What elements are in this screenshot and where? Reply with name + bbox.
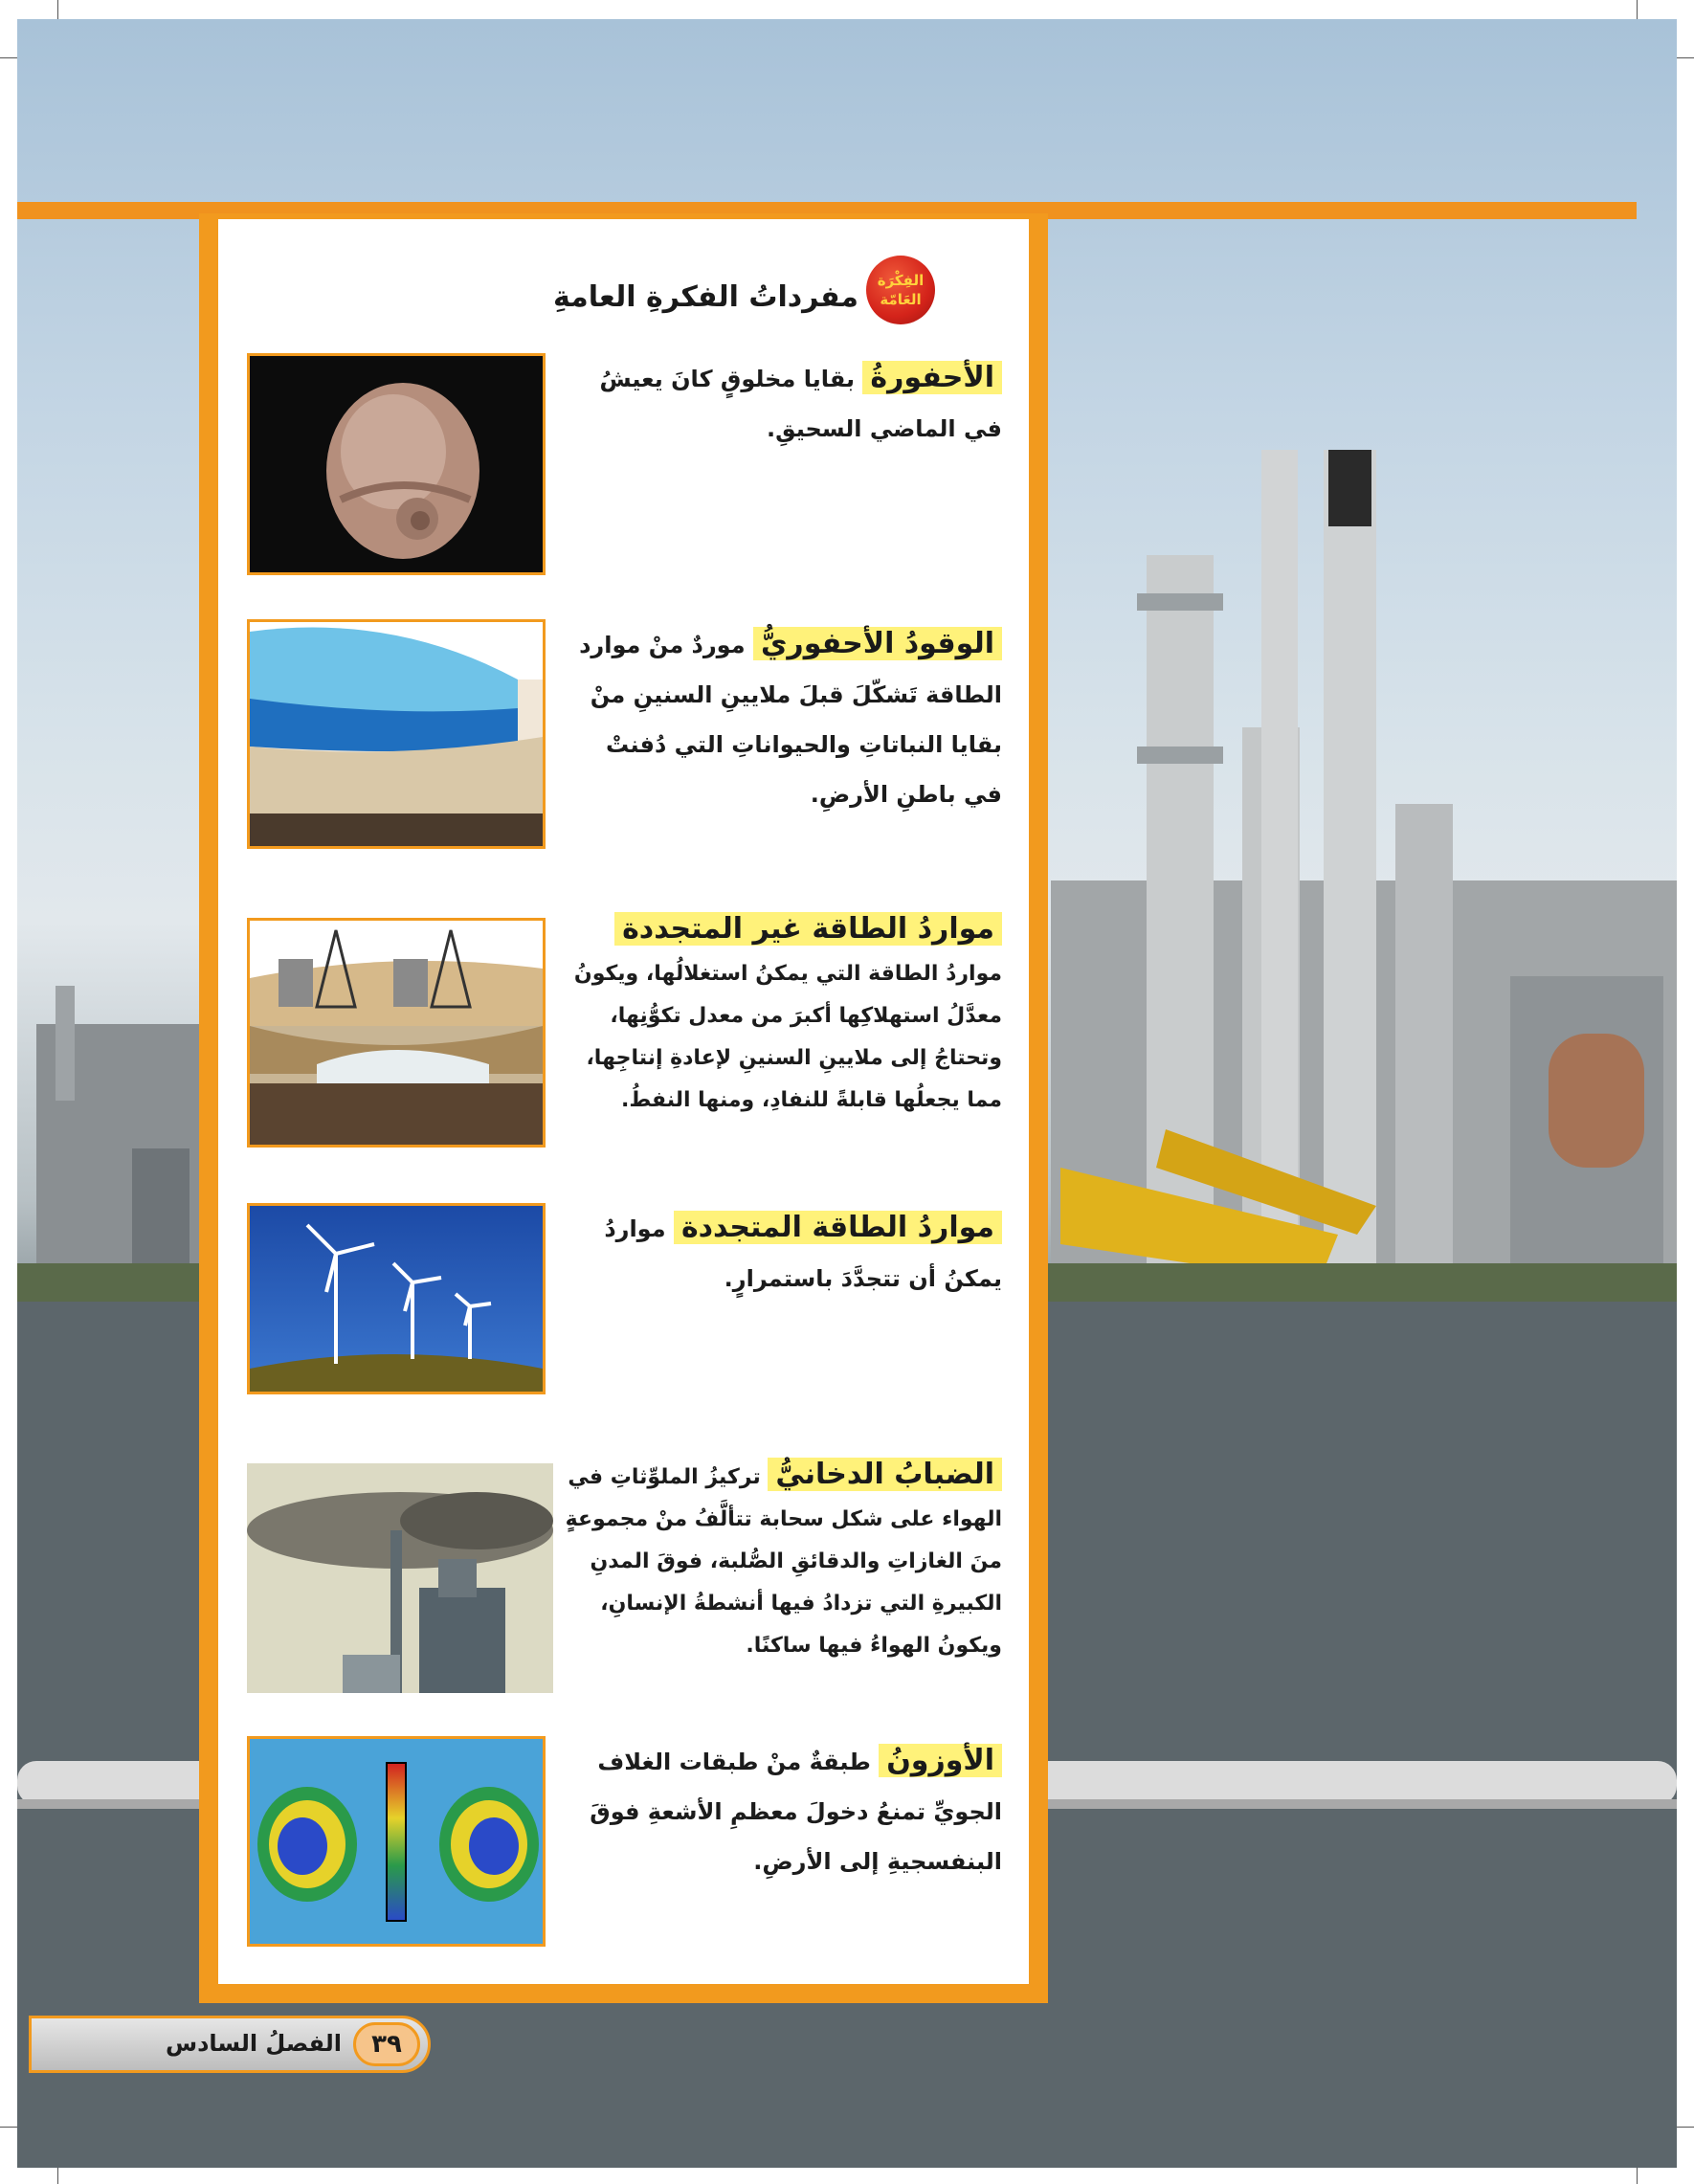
vocab-definition: موردٌ منْ موارد الطاقة تَشكّلَ قبلَ ملايينِ السنينِ منْ بقايا النباتاتِ والحيواناتِ التي دُفنتْ في باطنِ الأرضِ.	[579, 632, 1002, 808]
vocab-definition: مواردُ الطاقة التي يمكنُ استغلالُها، ويكونُ معدَّلُ استهلاكِها أكبرَ من معدل تكوُّنِها، وتحتاجُ إلى ملايينِ السنينِ لإعادةِ إنتاجِها، مما يجعلُها قابلةً للنفادِ، ومنها النفطُ.	[573, 962, 1002, 1112]
vocab-definition: تركيزُ الملوِّثاتِ في الهواء على شكل سحابة تتألَّفُ منْ مجموعةٍ منَ الغازاتِ والدقائقِ الصُّلبة، فوقَ المدنِ الكبيرةِ التي تزدادُ فيها أنشطةُ الإنسانِ، ويكونُ الهواءُ فيها ساكنًا.	[565, 1465, 1002, 1658]
sediment-layers-icon	[247, 619, 546, 849]
vocab-term: الأوزونُ	[879, 1744, 1002, 1777]
page-footer	[29, 2016, 431, 2073]
vocab-term: الوقودُ الأحفوريُّ	[753, 627, 1002, 660]
badge-line-1: الفِكْرَة	[877, 272, 925, 289]
ozone-map-icon	[247, 1736, 546, 1947]
vocab-entry-ozone	[218, 1736, 1029, 1966]
vocab-definition: طبقةٌ منْ طبقات الغلاف الجويِّ تمنعُ دخولَ معظمِ الأشعةِ فوقَ البنفسجيةِ إلى الأرضِ.	[590, 1749, 1002, 1875]
vocabulary-panel-body	[218, 219, 1029, 1984]
vocab-term: الأحفورةُ	[862, 361, 1002, 394]
vocab-entry-renewable	[218, 1203, 1029, 1414]
wind-turbines-icon	[247, 1203, 546, 1394]
panel-header	[218, 242, 1029, 328]
smokestack-icon	[247, 1463, 553, 1693]
vocabulary-panel	[199, 213, 1048, 2003]
vocab-term: الضبابُ الدخانيُّ	[768, 1458, 1002, 1491]
vocab-text	[561, 908, 1002, 1122]
badge-line-2: العَامّة	[880, 291, 922, 308]
vocab-text	[561, 1203, 1002, 1304]
fossil-shell-icon	[247, 353, 546, 575]
vocab-term: مواردُ الطاقة غير المتجددة	[614, 912, 1002, 946]
vocab-term: مواردُ الطاقة المتجددة	[674, 1211, 1002, 1244]
page-title: مفرداتُ الفكرةِ العامةِ	[552, 280, 858, 314]
page-number: ٣٩	[353, 2022, 420, 2066]
chapter-label: الفصلُ السادس	[165, 2030, 342, 2057]
big-idea-badge-icon	[866, 256, 935, 324]
vocab-entry-nonrenewable	[218, 908, 1029, 1148]
vocab-entry-fossil-fuel	[218, 619, 1029, 849]
vocab-text	[561, 353, 1002, 454]
vocab-definition: مواردُ يمكنُ أن تتجدَّدَ باستمرارٍ.	[604, 1215, 1002, 1292]
vocab-text	[561, 1454, 1002, 1667]
vocab-text	[561, 1736, 1002, 1886]
vocab-definition: بقايا مخلوقٍ كانَ يعيشُ في الماضي السحيقِ.	[599, 366, 1002, 442]
vocab-entry-smog	[218, 1454, 1029, 1712]
vocab-text	[561, 619, 1002, 819]
oil-rigs-icon	[247, 918, 546, 1148]
vocab-entry-fossil	[218, 353, 1029, 583]
